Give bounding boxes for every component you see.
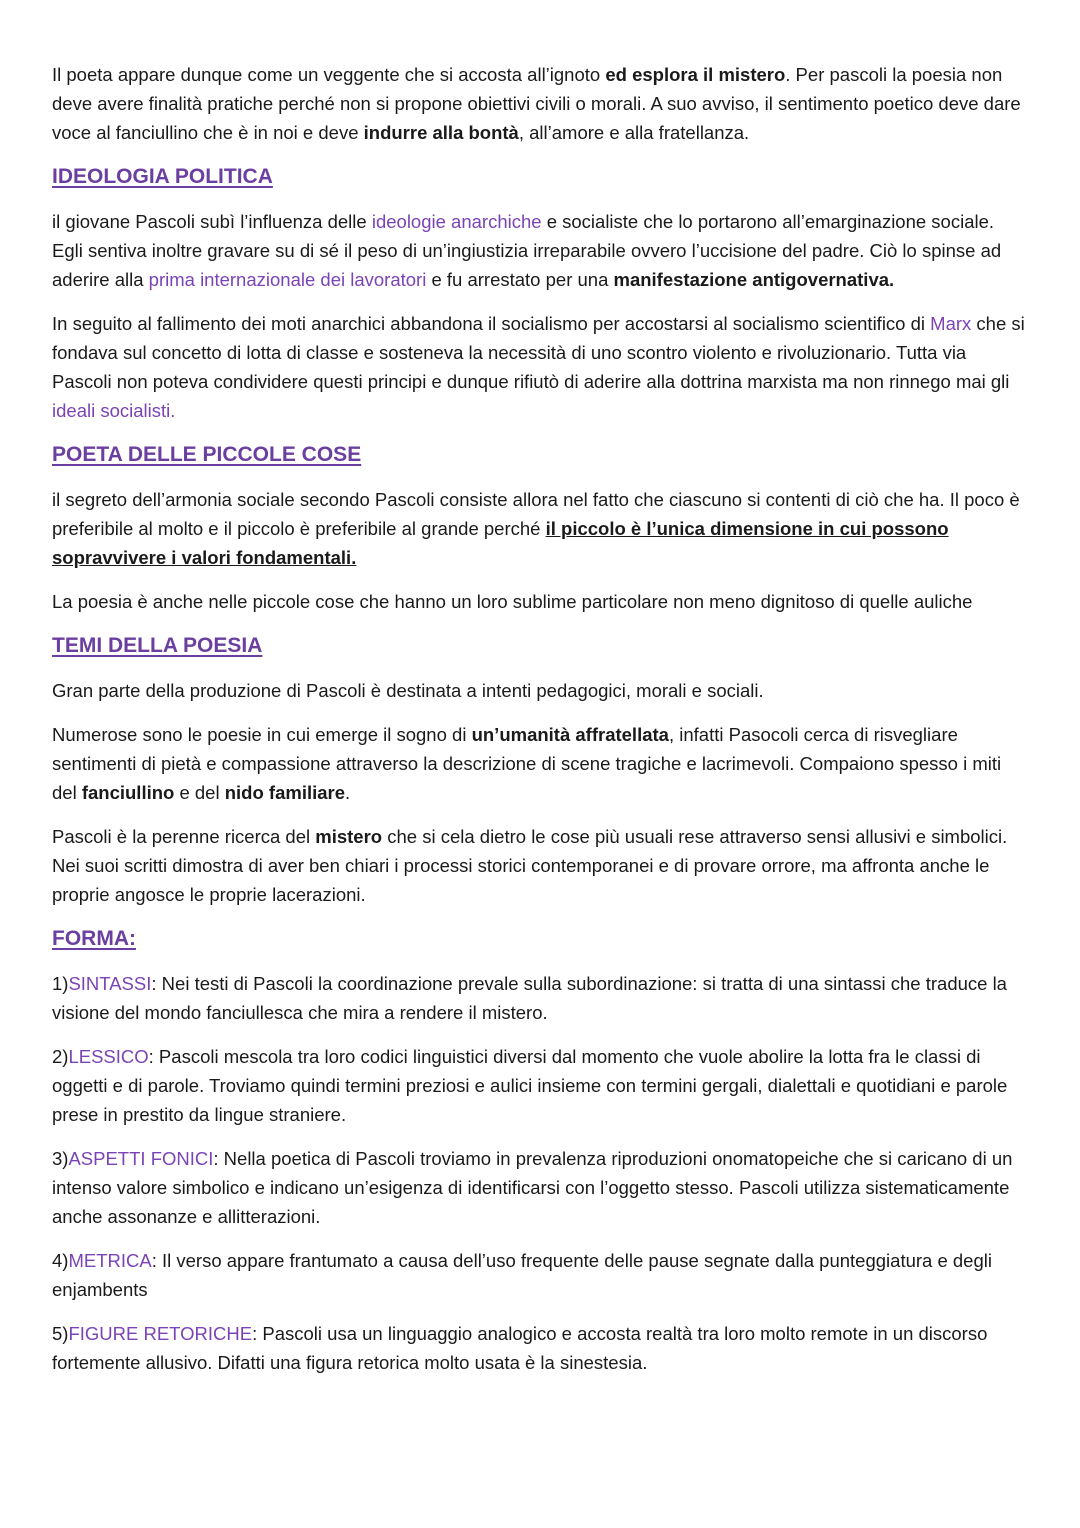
forma-item-aspetti-fonici: 3)ASPETTI FONICI: Nella poetica di Pascoli troviamo in prevalenza riproduzioni onomatopeiche che si caricano di un intenso valore simbolico e indicano un’esigenza di identificarsi con l’oggetto stesso. Pascoli utilizza sistematicamente anche assonanze e allitterazioni. bbox=[52, 1148, 1013, 1227]
temi-paragraph-1: Gran parte della produzione di Pascoli è destinata a intenti pedagogici, morali e sociali. bbox=[52, 680, 764, 701]
piccole-paragraph-1: il segreto dell’armonia sociale secondo Pascoli consiste allora nel fatto che ciascuno si contenti di ciò che ha. Il poco è preferibile al molto e il piccolo è preferibile al grande perché il piccolo è l’unica dimensione in cui possono sopravvivere i valori fondamentali. bbox=[52, 489, 1020, 568]
temi-paragraph-2: Numerose sono le poesie in cui emerge il sogno di un’umanità affratellata, infatti Pasocoli cerca di risvegliare sentimenti di pietà e compassione attraverso la descrizione di scene tragiche e lacrimevoli. Compaiono spesso i miti del fanciullino e del nido familiare. bbox=[52, 724, 1002, 803]
heading-temi-poesia: TEMI DELLA POESIA bbox=[52, 634, 263, 657]
heading-ideologia-politica: IDEOLOGIA POLITICA bbox=[52, 165, 273, 188]
temi-paragraph-3: Pascoli è la perenne ricerca del mistero che si cela dietro le cose più usuali rese attraverso sensi allusivi e simbolici. Nei suoi scritti dimostra di aver ben chiari i processi storici contemporanei e di provare orrore, ma affronta anche le proprie angosce le proprie lacerazioni. bbox=[52, 826, 1008, 905]
heading-forma: FORMA: bbox=[52, 927, 136, 950]
ideologia-paragraph-2: In seguito al fallimento dei moti anarchici abbandona il socialismo per accostarsi al socialismo scientifico di Marx che si fondava sul concetto di lotta di classe e sosteneva la necessità di uno scontro violento e rivoluzionario. Tutta via Pascoli non poteva condividere questi principi e dunque rifiutò di aderire alla dottrina marxista ma non rinnego mai gli ideali socialisti. bbox=[52, 313, 1025, 421]
forma-item-sintassi: 1)SINTASSI: Nei testi di Pascoli la coordinazione prevale sulla subordinazione: si tratta di una sintassi che traduce la visione del mondo fanciullesca che mira a rendere il mistero. bbox=[52, 973, 1007, 1023]
piccole-paragraph-2: La poesia è anche nelle piccole cose che hanno un loro sublime particolare non meno dignitoso di quelle auliche bbox=[52, 591, 973, 612]
heading-poeta-piccole-cose: POETA DELLE PICCOLE COSE bbox=[52, 443, 362, 466]
intro-paragraph: Il poeta appare dunque come un veggente che si accosta all’ignoto ed esplora il mistero. Per pascoli la poesia non deve avere finalità pratiche perché non si propone obiettivi civili o morali. A suo avviso, il sentimento poetico deve dare voce al fanciullino che è in noi e deve indurre alla bontà, all’amore e alla fratellanza. bbox=[52, 64, 1021, 143]
forma-item-lessico: 2)LESSICO: Pascoli mescola tra loro codici linguistici diversi dal momento che vuole abolire la lotta fra le classi di oggetti e di parole. Troviamo quindi termini preziosi e aulici insieme con termini gergali, dialettali e quotidiani e parole prese in prestito da lingue straniere. bbox=[52, 1046, 1008, 1125]
ideologia-paragraph-1: il giovane Pascoli subì l’influenza delle ideologie anarchiche e socialiste che lo portarono all’emarginazione sociale. Egli sentiva inoltre gravare su di sé il peso di un’ingiustizia irreparabile ovvero l’uccisione del padre. Ciò lo spinse ad aderire alla prima internazionale dei lavoratori e fu arrestato per una manifestazione antigovernativa. bbox=[52, 211, 1002, 290]
forma-item-metrica: 4)METRICA: Il verso appare frantumato a causa dell’uso frequente delle pause segnate dalla punteggiatura e degli enjambents bbox=[52, 1250, 992, 1300]
forma-item-figure-retoriche: 5)FIGURE RETORICHE: Pascoli usa un linguaggio analogico e accosta realtà tra loro molto remote in un discorso fortemente allusivo. Difatti una figura retorica molto usata è la sinestesia. bbox=[52, 1323, 988, 1373]
